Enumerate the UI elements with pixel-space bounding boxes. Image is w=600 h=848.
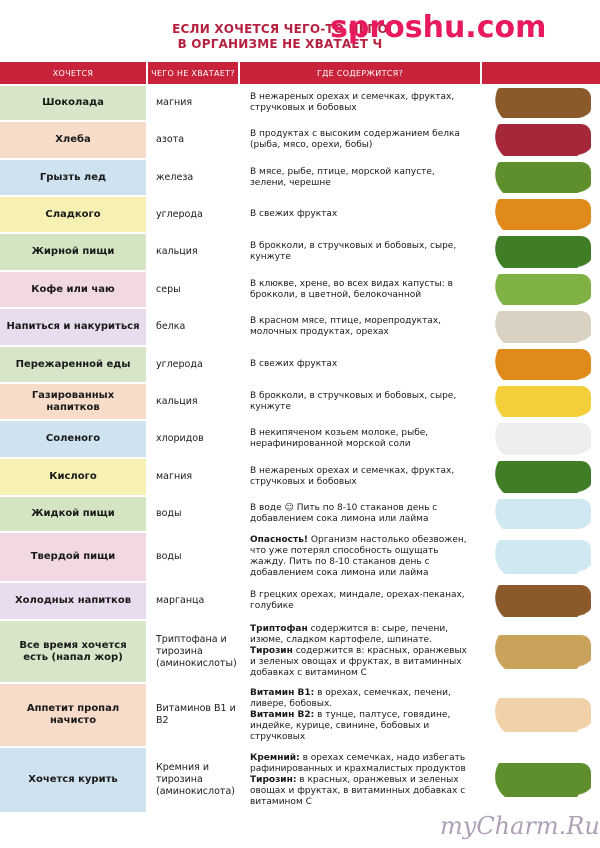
food-image-cell: [482, 459, 600, 495]
watermark-top: sproshu.com: [330, 10, 547, 45]
table-row: [0, 583, 600, 619]
nuts-icon: [491, 585, 591, 617]
table-row: [0, 748, 600, 812]
table-row: [0, 421, 600, 457]
lack-cell: кальция: [148, 234, 238, 270]
source-cell: [240, 347, 480, 382]
craving-cell: Кофе или чаю: [0, 272, 146, 307]
source-text: [250, 688, 472, 743]
nuts-icon: [491, 88, 591, 118]
source-text: В грецких орехах, миндале, орехах-пеканах, голубике: [250, 590, 465, 611]
lack-cell: магния: [148, 459, 238, 495]
food-image-cell: [482, 122, 600, 158]
craving-cell: Все время хочется есть (напал жор): [0, 621, 146, 682]
source-cell: [240, 86, 480, 120]
potatoes-icon: [491, 635, 591, 669]
lack-cell: Триптофана и тирозина (аминокислоты): [148, 621, 238, 682]
table-row: [0, 384, 600, 419]
food-image-cell: [482, 160, 600, 195]
craving-cell: Хлеба: [0, 122, 146, 158]
title-line-1: ЕСЛИ ХОЧЕТСЯ ЧЕГО-ТО НЕПО: [172, 22, 388, 36]
source-text: [250, 624, 472, 679]
source-detail: в орехах, семечках, печени, ливере, бобовых.: [250, 687, 451, 709]
meat-icon: [491, 124, 591, 156]
table-row: [0, 197, 600, 232]
food-image-cell: [482, 748, 600, 812]
source-text: В мясе, рыбе, птице, морской капусте, зелени, черешне: [250, 166, 435, 188]
watermark-bottom: myCharm.Ru: [440, 812, 600, 840]
source-cell: [240, 497, 480, 531]
lack-cell: железа: [148, 160, 238, 195]
source-cell: [240, 459, 480, 495]
food-image-cell: [482, 421, 600, 457]
fruits-icon: [491, 349, 591, 380]
lack-cell: азота: [148, 122, 238, 158]
lack-cell: Кремния и тирозина (аминокислота): [148, 748, 238, 812]
seafood-icon: [491, 311, 591, 343]
source-text: [250, 535, 472, 579]
source-text: В свежих фруктах: [250, 359, 338, 369]
source-text: В брокколи, в стручковых и бобовых, сыре, кунжуте: [250, 390, 457, 412]
food-image-cell: [482, 309, 600, 345]
food-image-cell: [482, 583, 600, 619]
craving-cell: Напиться и накуриться: [0, 309, 146, 345]
source-cell: [240, 684, 480, 746]
table-row: [0, 234, 600, 270]
lack-cell: углерода: [148, 197, 238, 232]
source-text: В брокколи, в стручковых и бобовых, сыре, кунжуте: [250, 241, 457, 262]
food-image-cell: [482, 86, 600, 120]
water-glass-icon: [491, 540, 591, 574]
lack-cell: воды: [148, 533, 238, 581]
source-keyword: Триптофан: [250, 624, 308, 634]
fruits-icon: [491, 199, 591, 230]
source-keyword: Тирозин: [250, 646, 293, 656]
source-cell: [240, 583, 480, 619]
lack-cell: воды: [148, 497, 238, 531]
source-detail: в тунце, палтусе, говядине, индейке, курице, свинине, бобовых и стручковых: [250, 709, 451, 742]
lack-cell: Витаминов В1 и В2: [148, 684, 238, 746]
food-image-cell: [482, 621, 600, 682]
craving-cell: Сладкого: [0, 197, 146, 232]
source-cell: [240, 160, 480, 195]
table-row: [0, 122, 600, 158]
warning-keyword: Опасность!: [250, 535, 309, 545]
cabbage-icon: [491, 274, 591, 305]
chicken-icon: [491, 698, 591, 732]
table-row: [0, 497, 600, 531]
source-cell: [240, 621, 480, 682]
craving-cell: Жирной пищи: [0, 234, 146, 270]
lack-cell: белка: [148, 309, 238, 345]
header-image: [482, 62, 600, 84]
craving-cell: Газированных напитков: [0, 384, 146, 419]
food-image-cell: [482, 347, 600, 382]
source-cell: [240, 197, 480, 232]
food-image-cell: [482, 384, 600, 419]
vegetables-icon: [491, 763, 591, 797]
source-text: В воде ☺ Пить по 8-10 стаканов день с добавлением сока лимона или лайма: [250, 503, 438, 524]
broccoli-icon: [491, 461, 591, 493]
source-text: В клюкве, хрене, во всех видах капусты: в брокколи, в цветной, белокочанной: [250, 278, 453, 300]
craving-cell: Твердой пищи: [0, 533, 146, 581]
source-cell: [240, 272, 480, 307]
craving-cell: Шоколада: [0, 86, 146, 120]
food-image-cell: [482, 197, 600, 232]
header-want: ХОЧЕТСЯ: [0, 62, 146, 84]
source-cell: [240, 421, 480, 457]
source-detail: содержится в: сыре, печени, изюме, сладком картофеле, шпинате.: [250, 624, 449, 645]
food-image-cell: [482, 497, 600, 531]
table-header: [0, 62, 600, 84]
source-cell: [240, 384, 480, 419]
source-cell: [240, 122, 480, 158]
food-image-cell: [482, 533, 600, 581]
source-cell: [240, 234, 480, 270]
source-text: [250, 753, 472, 808]
lack-cell: марганца: [148, 583, 238, 619]
source-text: В свежих фруктах: [250, 209, 338, 219]
table-row: [0, 533, 600, 581]
vegetables-icon: [491, 162, 591, 193]
source-detail: в красных, оранжевых и зеленых овощах и фруктах, в витаминных добавках с витамином С: [250, 774, 466, 807]
source-keyword: Кремний:: [250, 752, 300, 763]
source-text: В некипяченом козьем молоке, рыбе, нерафинированной морской соли: [250, 428, 429, 449]
table-row: [0, 86, 600, 120]
header-where: ГДЕ СОДЕРЖИТСЯ?: [240, 62, 480, 84]
craving-cell: Соленого: [0, 421, 146, 457]
source-cell: [240, 748, 480, 812]
water-glass-icon: [491, 499, 591, 529]
source-detail: Организм настолько обезвожен, что уже потерял способность ощущать жажду. Пить по 8-10 стаканов день с добавлением сока лимона или лайма: [250, 535, 467, 578]
lack-cell: кальция: [148, 384, 238, 419]
table-row: [0, 459, 600, 495]
craving-cell: Жидкой пищи: [0, 497, 146, 531]
table-row: [0, 160, 600, 195]
source-keyword: Витамин В1:: [250, 687, 315, 698]
lack-cell: хлоридов: [148, 421, 238, 457]
source-cell: [240, 309, 480, 345]
craving-cell: Аппетит пропал начисто: [0, 684, 146, 746]
cheese-icon: [491, 386, 591, 417]
source-text: В красном мясе, птице, морепродуктах, молочных продуктах, орехах: [250, 316, 442, 337]
table-row: [0, 621, 600, 682]
source-text: В нежареных орехах и семечках, фруктах, стручковых и бобовых: [250, 92, 455, 113]
source-keyword: Витамин В2:: [250, 709, 315, 720]
source-keyword: Тирозин:: [250, 774, 297, 785]
source-detail: содержится в: красных, оранжевых и зеленых овощах и фруктах, в витаминных добавках с витамином С: [250, 646, 467, 678]
title-line-2: В ОРГАНИЗМЕ НЕ ХВАТАЕТ Ч: [177, 37, 383, 51]
food-image-cell: [482, 234, 600, 270]
craving-cell: Холодных напитков: [0, 583, 146, 619]
table-row: [0, 309, 600, 345]
header-lack: ЧЕГО НЕ ХВАТАЕТ?: [148, 62, 238, 84]
source-cell: [240, 533, 480, 581]
craving-cell: Кислого: [0, 459, 146, 495]
table-row: [0, 272, 600, 307]
source-text: В продуктах с высоким содержанием белка (рыба, мясо, орехи, бобы): [250, 129, 460, 150]
craving-cell: Пережаренной еды: [0, 347, 146, 382]
source-text: В нежареных орехах и семечках, фруктах, стручковых и бобовых: [250, 466, 455, 487]
food-image-cell: [482, 684, 600, 746]
lack-cell: углерода: [148, 347, 238, 382]
source-detail: в орехах семечках, надо избегать рафинированных и крахмалистых продуктов: [250, 752, 466, 774]
craving-cell: Грызть лед: [0, 160, 146, 195]
lack-cell: серы: [148, 272, 238, 307]
milk-icon: [491, 423, 591, 455]
craving-cell: Хочется курить: [0, 748, 146, 812]
table-row: [0, 684, 600, 746]
food-image-cell: [482, 272, 600, 307]
table-row: [0, 347, 600, 382]
lack-cell: магния: [148, 86, 238, 120]
broccoli-icon: [491, 236, 591, 268]
